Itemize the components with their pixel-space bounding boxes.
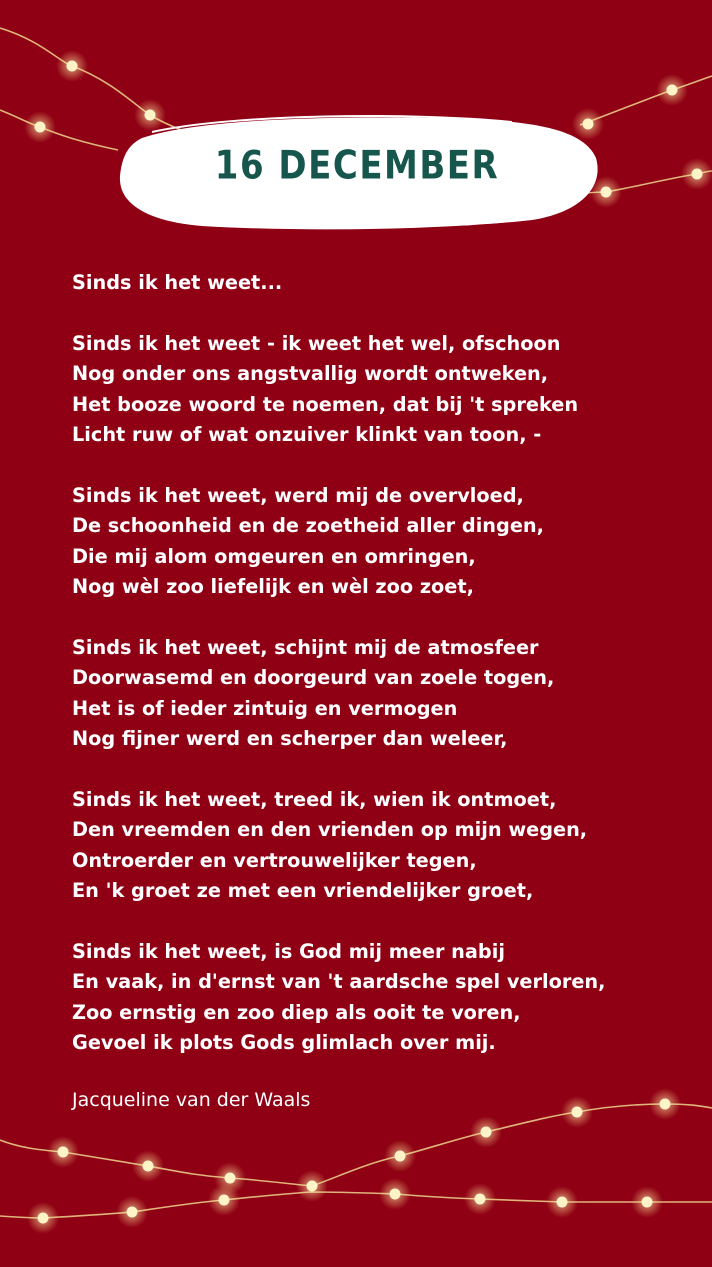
light-bulb-icon	[143, 1161, 154, 1172]
poem-line: Sinds ik het weet, schijnt mij de atmosfeer	[72, 635, 539, 659]
stanza	[72, 633, 692, 755]
light-bulb-icon	[692, 169, 703, 180]
poem-line: Het booze woord te noemen, dat bij 't spreken	[72, 392, 579, 416]
poem-line: Gevoel ik plots Gods glimlach over mij.	[72, 1031, 496, 1055]
poem-line: Sinds ik het weet, is God mij meer nabij	[72, 939, 505, 963]
light-bulb-icon	[642, 1197, 653, 1208]
stanza	[72, 329, 692, 451]
light-bulb-icon	[307, 1181, 318, 1192]
poem-author: Jacqueline van der Waals	[72, 1089, 311, 1111]
light-bulb-icon	[58, 1147, 69, 1158]
poem	[72, 268, 692, 1058]
poem-line: Nog fijner werd en scherper dan weleer,	[72, 727, 508, 751]
light-bulb-icon	[219, 1195, 230, 1206]
poem-line: Die mij alom omgeuren en omringen,	[72, 544, 476, 568]
poem-line: Nog onder ons angstvallig wordt ontweken,	[72, 362, 549, 386]
light-bulb-icon	[572, 1107, 583, 1118]
poem-line: Sinds ik het weet - ik weet het wel, ofschoon	[72, 331, 561, 355]
light-bulb-icon	[35, 122, 46, 133]
stanza	[72, 481, 692, 603]
poem-line: Doorwasemd en doorgeurd van zoele togen,	[72, 666, 555, 690]
light-bulb-icon	[67, 61, 78, 72]
poem-line: Den vreemden en den vrienden op mijn wegen,	[72, 818, 588, 842]
stanza	[72, 785, 692, 907]
poem-line: Nog wèl zoo liefelijk en wèl zoo zoet,	[72, 575, 474, 599]
light-wire	[0, 1192, 712, 1218]
poem-line: En 'k groet ze met een vriendelijker groet,	[72, 879, 534, 903]
poem-line: En vaak, in d'ernst van 't aardsche spel verloren,	[72, 970, 606, 994]
poem-line: Het is of ieder zintuig en vermogen	[72, 696, 458, 720]
light-bulb-icon	[395, 1151, 406, 1162]
poem-line: Zoo ernstig en zoo diep als ooit te voren,	[72, 1000, 521, 1024]
light-bulb-icon	[38, 1213, 49, 1224]
poem-line: Sinds ik het weet, werd mij de overvloed,	[72, 483, 524, 507]
poem-line: Ontroerder en vertrouwelijker tegen,	[72, 848, 477, 872]
poem-line: Licht ruw of wat onzuiver klinkt van toon, -	[72, 423, 542, 447]
page-title: 16 DECEMBER	[214, 143, 500, 189]
light-bulb-icon	[557, 1197, 568, 1208]
poem-line: Sinds ik het weet, treed ik, wien ik ontmoet,	[72, 787, 557, 811]
light-bulb-icon	[667, 85, 678, 96]
light-bulb-icon	[475, 1194, 486, 1205]
light-bulb-icon	[390, 1189, 401, 1200]
stanza	[72, 937, 692, 1059]
light-bulb-icon	[127, 1207, 138, 1218]
light-wire	[0, 110, 118, 150]
poem-heading: Sinds ik het weet...	[72, 271, 283, 294]
light-bulb-icon	[225, 1173, 236, 1184]
light-bulb-icon	[601, 187, 612, 198]
light-bulb-icon	[481, 1127, 492, 1138]
poem-line: De schoonheid en de zoetheid aller dingen,	[72, 514, 544, 538]
light-wire	[0, 1104, 712, 1186]
light-bulb-icon	[660, 1099, 671, 1110]
